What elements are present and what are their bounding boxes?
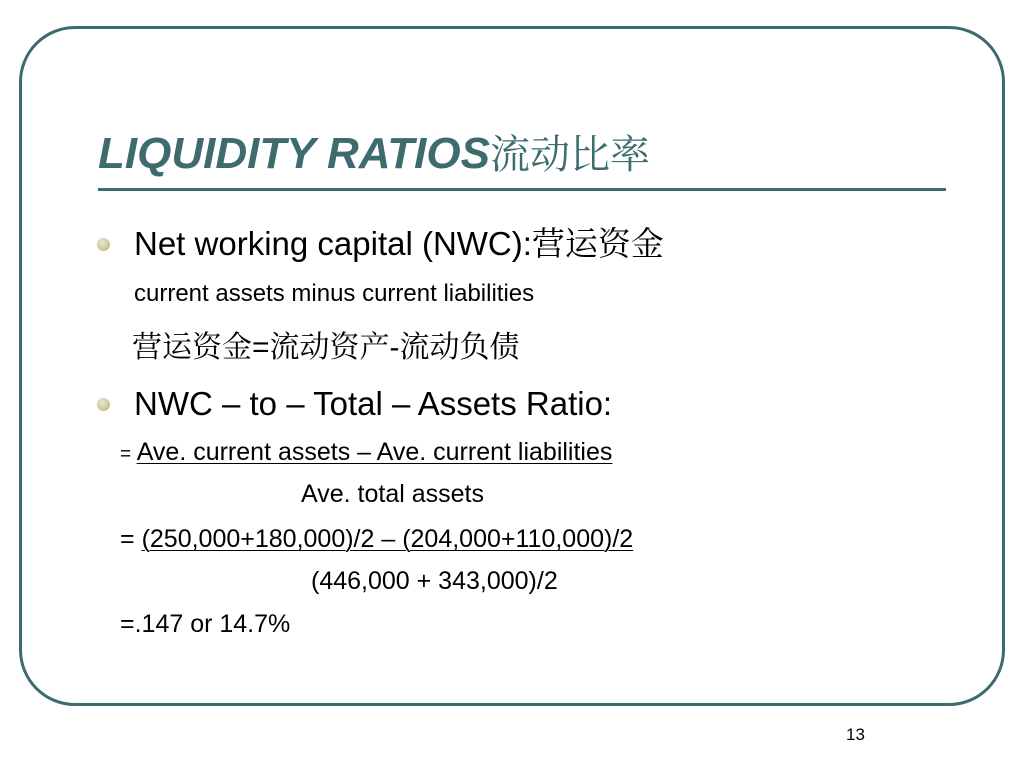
slide-title bbox=[98, 128, 650, 181]
slide-title-main: LIQUIDITY RATIOS bbox=[98, 129, 490, 178]
formula-numerator-values: (250,000+180,000)/2 – (204,000+110,000)/2 bbox=[141, 525, 634, 553]
bullet-nwc-text: Net working capital (NWC):营运资金 bbox=[134, 225, 664, 262]
equals-sign: = bbox=[120, 525, 135, 553]
bullet-ratio-text: NWC – to – Total – Assets Ratio: bbox=[134, 385, 613, 422]
formula-denominator: Ave. total assets bbox=[301, 480, 484, 508]
page-number: 13 bbox=[846, 725, 865, 744]
bullet-icon bbox=[97, 398, 110, 411]
nwc-definition-cjk: 营运资金=流动资产-流动负债 bbox=[132, 331, 520, 364]
bullet-icon bbox=[97, 238, 110, 251]
formula-numerator: Ave. current assets – Ave. current liabilities bbox=[136, 438, 613, 466]
title-rule bbox=[98, 188, 946, 191]
formula-line-2 bbox=[120, 524, 633, 554]
equals-sign: = bbox=[120, 444, 132, 465]
slide-title-cjk: 流动比率 bbox=[489, 132, 650, 178]
formula-denominator-values: (446,000 + 343,000)/2 bbox=[311, 567, 558, 595]
formula-line-1 bbox=[120, 437, 612, 470]
nwc-definition: current assets minus current liabilities bbox=[134, 280, 535, 307]
formula-result: =.147 or 14.7% bbox=[120, 610, 291, 638]
